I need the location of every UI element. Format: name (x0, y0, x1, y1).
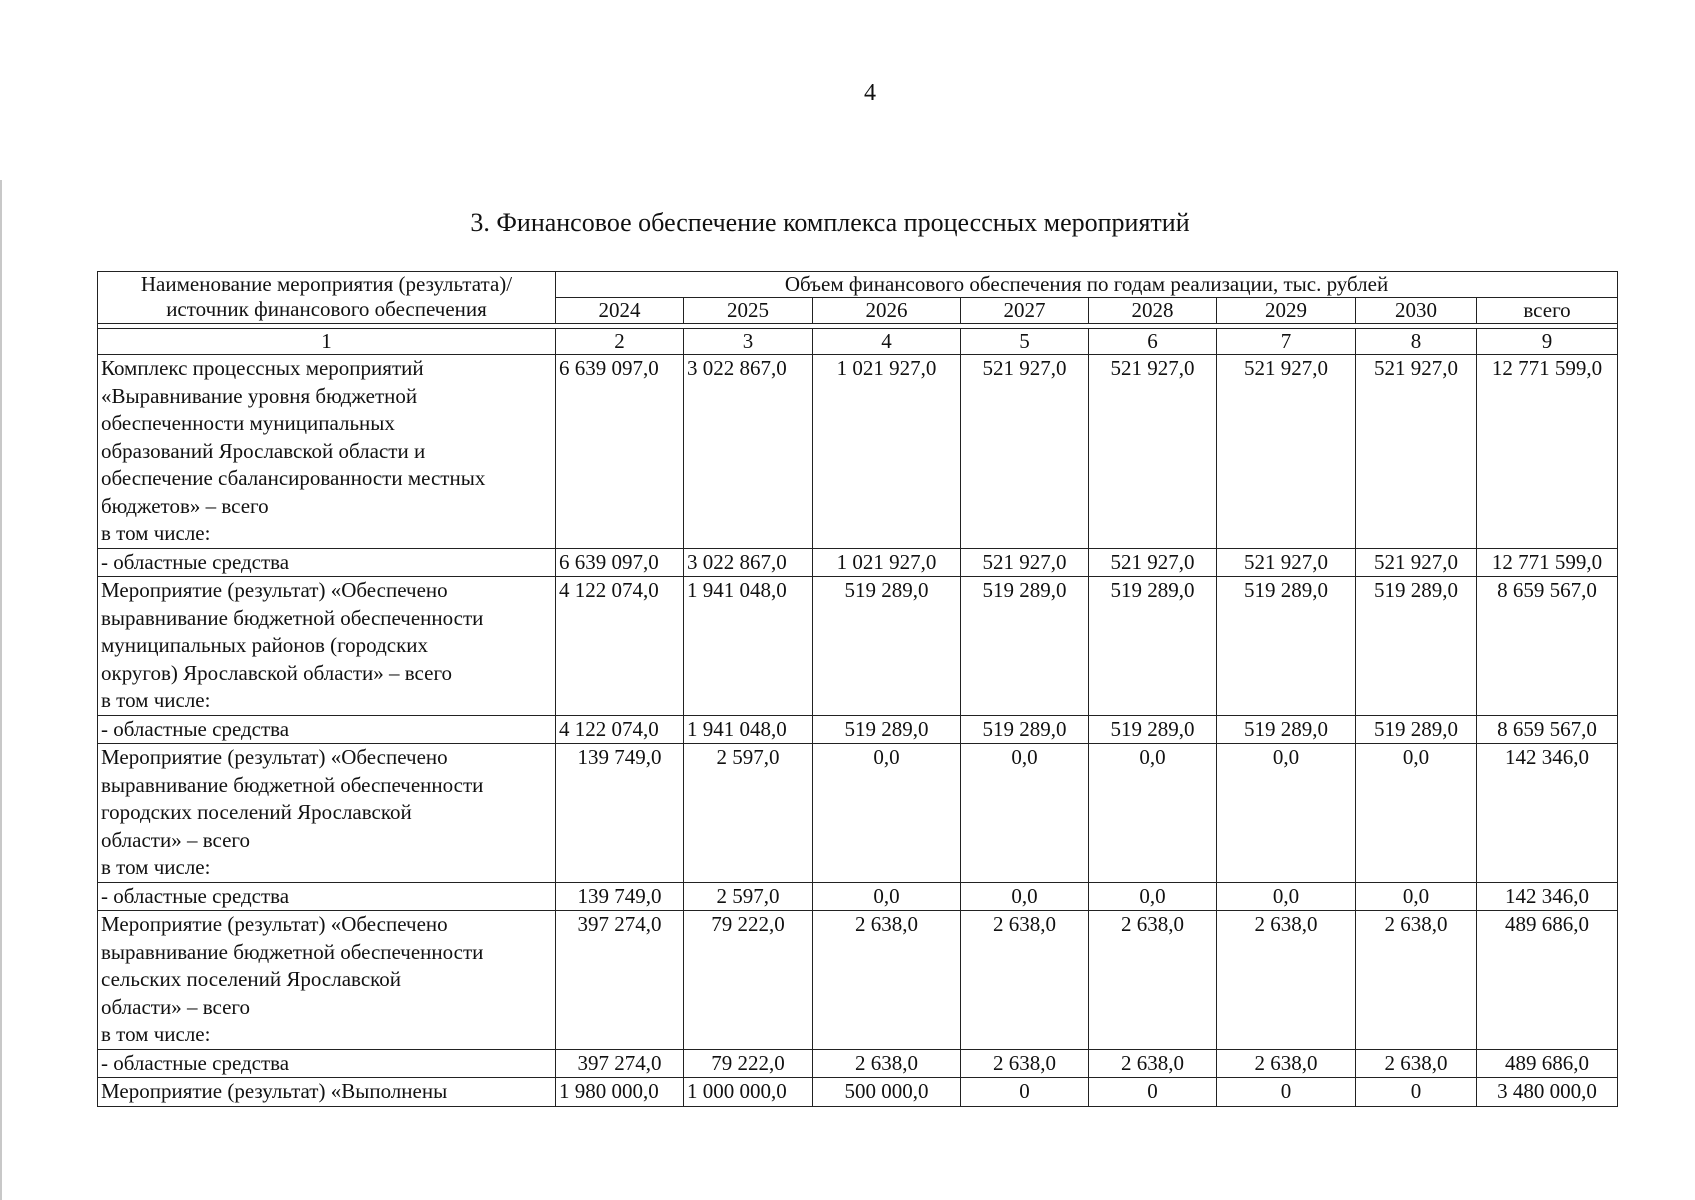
row-value-cell: 519 289,0 (1217, 577, 1356, 716)
row-value-cell: 519 289,0 (1089, 715, 1217, 744)
row-value-cell: 521 927,0 (1089, 548, 1217, 577)
row-value-cell: 0,0 (813, 744, 961, 883)
header-volume-cell: Объем финансового обеспечения по годам реализации, тыс. рублей (556, 272, 1618, 298)
row-value-cell: 0 (1356, 1078, 1477, 1107)
row-name-line: сельских поселений Ярославской (101, 967, 402, 991)
column-number: 6 (1089, 329, 1217, 355)
row-value-cell: 0 (1089, 1078, 1217, 1107)
row-value-cell: 521 927,0 (1089, 355, 1217, 549)
row-name-line: в том числе: (101, 521, 211, 545)
row-value-cell: 0 (961, 1078, 1089, 1107)
row-value-cell: 521 927,0 (1217, 355, 1356, 549)
row-value-cell: 3 022 867,0 (684, 548, 813, 577)
row-value-cell: 3 022 867,0 (684, 355, 813, 549)
row-value-cell: 2 638,0 (1356, 911, 1477, 1050)
row-total-cell: 142 346,0 (1477, 882, 1618, 911)
scan-edge (0, 180, 2, 1200)
row-total-cell: 8 659 567,0 (1477, 577, 1618, 716)
row-total-cell: 142 346,0 (1477, 744, 1618, 883)
row-name-line: в том числе: (101, 1022, 211, 1046)
row-name-line: «Выравнивание уровня бюджетной (101, 383, 418, 408)
row-value-cell: 139 749,0 (556, 744, 684, 883)
column-number: 2 (556, 329, 684, 355)
row-value-cell: 4 122 074,0 (556, 577, 684, 716)
row-value-cell: 0,0 (1356, 882, 1477, 911)
row-name-line: выравнивание бюджетной обеспеченности (101, 605, 484, 630)
row-value-cell: 521 927,0 (1356, 355, 1477, 549)
row-value-cell: 2 638,0 (1089, 911, 1217, 1050)
row-value-cell: 521 927,0 (961, 355, 1089, 549)
row-value-cell: 79 222,0 (684, 911, 813, 1050)
row-value-cell: 2 638,0 (1217, 911, 1356, 1050)
row-value-cell: 2 638,0 (961, 911, 1089, 1050)
row-name-cell (98, 577, 556, 716)
column-number: 5 (961, 329, 1089, 355)
row-name-line: городских поселений Ярославской (101, 800, 412, 824)
row-value-cell: 139 749,0 (556, 882, 684, 911)
row-name-cell (98, 1049, 556, 1078)
header-year: 2028 (1089, 298, 1217, 324)
header-name-line: источник финансового обеспечения (166, 297, 487, 321)
row-value-cell: 519 289,0 (1356, 715, 1477, 744)
row-value-cell: 1 021 927,0 (813, 548, 961, 577)
row-total-cell: 12 771 599,0 (1477, 355, 1618, 549)
table-row (98, 882, 1618, 911)
row-value-cell: 2 638,0 (813, 1049, 961, 1078)
table-row (98, 1078, 1618, 1107)
row-value-cell: 2 638,0 (1356, 1049, 1477, 1078)
row-name-line: - областные средства (101, 883, 290, 908)
row-name-line: муниципальных районов (городских (101, 633, 429, 657)
column-number: 9 (1477, 329, 1618, 355)
row-value-cell: 519 289,0 (1089, 577, 1217, 716)
row-total-cell: 3 480 000,0 (1477, 1078, 1618, 1107)
header-year: 2027 (961, 298, 1089, 324)
row-name-line: - областные средства (101, 1050, 290, 1075)
row-value-cell: 519 289,0 (961, 715, 1089, 744)
header-year: 2024 (556, 298, 684, 324)
row-value-cell: 2 638,0 (1217, 1049, 1356, 1078)
row-value-cell: 519 289,0 (961, 577, 1089, 716)
row-value-cell: 519 289,0 (1356, 577, 1477, 716)
row-value-cell: 0,0 (961, 882, 1089, 911)
row-value-cell: 0,0 (961, 744, 1089, 883)
row-name-line: Мероприятие (результат) «Обеспечено (101, 578, 448, 602)
row-value-cell: 1 941 048,0 (684, 715, 813, 744)
row-value-cell: 6 639 097,0 (556, 548, 684, 577)
row-value-cell: 0,0 (1217, 882, 1356, 911)
row-name-line: - областные средства (101, 549, 290, 574)
row-value-cell: 519 289,0 (813, 715, 961, 744)
header-year: 2030 (1356, 298, 1477, 324)
row-value-cell: 519 289,0 (1217, 715, 1356, 744)
header-name-line: Наименование мероприятия (результата)/ (140, 272, 513, 296)
row-value-cell: 2 638,0 (961, 1049, 1089, 1078)
row-value-cell: 0,0 (1089, 882, 1217, 911)
row-value-cell: 521 927,0 (1217, 548, 1356, 577)
financing-table (97, 271, 1618, 1107)
row-value-cell: 500 000,0 (813, 1078, 961, 1107)
header-year: 2029 (1217, 298, 1356, 324)
row-name-line: выравнивание бюджетной обеспеченности (101, 939, 484, 964)
column-number: 4 (813, 329, 961, 355)
header-year: 2025 (684, 298, 813, 324)
row-name-line: - областные средства (101, 716, 290, 741)
row-name-line: области» – всего (101, 994, 250, 1019)
table-row (98, 548, 1618, 577)
row-value-cell: 0 (1217, 1078, 1356, 1107)
row-value-cell: 79 222,0 (684, 1049, 813, 1078)
table-row (98, 715, 1618, 744)
header-row-1 (98, 272, 1618, 298)
row-value-cell: 2 597,0 (684, 882, 813, 911)
row-name-cell (98, 715, 556, 744)
section-title: 3. Финансовое обеспечение комплекса процессных мероприятий (470, 208, 1190, 237)
header-name-cell (98, 272, 556, 324)
row-name-cell (98, 744, 556, 883)
row-name-cell (98, 882, 556, 911)
table-row (98, 911, 1618, 1050)
row-name-line: выравнивание бюджетной обеспеченности (101, 772, 484, 797)
row-name-cell (98, 911, 556, 1050)
row-name-cell (98, 548, 556, 577)
row-value-cell: 2 638,0 (813, 911, 961, 1050)
row-value-cell: 0,0 (1356, 744, 1477, 883)
table-body (98, 272, 1618, 1107)
column-number: 8 (1356, 329, 1477, 355)
row-value-cell: 519 289,0 (813, 577, 961, 716)
row-value-cell: 4 122 074,0 (556, 715, 684, 744)
row-total-cell: 489 686,0 (1477, 911, 1618, 1050)
table-row (98, 744, 1618, 883)
table-row (98, 1049, 1618, 1078)
row-name-line: Мероприятие (результат) «Выполнены (101, 1079, 448, 1103)
row-total-cell: 8 659 567,0 (1477, 715, 1618, 744)
column-number: 1 (98, 329, 556, 355)
row-value-cell: 0,0 (1217, 744, 1356, 883)
row-name-line: Комплекс процессных мероприятий (101, 356, 424, 380)
column-number: 7 (1217, 329, 1356, 355)
header-year: 2026 (813, 298, 961, 324)
row-value-cell: 2 638,0 (1089, 1049, 1217, 1078)
row-value-cell: 0,0 (813, 882, 961, 911)
row-name-line: области» – всего (101, 827, 250, 852)
row-name-line: бюджетов» – всего (101, 493, 269, 518)
row-value-cell: 0,0 (1089, 744, 1217, 883)
row-total-cell: 489 686,0 (1477, 1049, 1618, 1078)
row-name-line: обеспечение сбалансированности местных (101, 466, 486, 490)
row-name-line: округов) Ярославской области» – всего (101, 660, 453, 685)
row-name-line: в том числе: (101, 688, 211, 712)
row-value-cell: 1 000 000,0 (684, 1078, 813, 1107)
row-name-line: Мероприятие (результат) «Обеспечено (101, 912, 448, 936)
page-number: 4 (864, 80, 876, 106)
row-name-cell (98, 1078, 556, 1107)
row-value-cell: 1 980 000,0 (556, 1078, 684, 1107)
table-row (98, 577, 1618, 716)
row-name-line: образований Ярославской области и (101, 438, 426, 463)
row-name-line: обеспеченности муниципальных (101, 411, 395, 435)
row-name-cell (98, 355, 556, 549)
row-value-cell: 6 639 097,0 (556, 355, 684, 549)
row-value-cell: 521 927,0 (1356, 548, 1477, 577)
row-name-line: Мероприятие (результат) «Обеспечено (101, 745, 448, 769)
column-number: 3 (684, 329, 813, 355)
row-value-cell: 2 597,0 (684, 744, 813, 883)
row-value-cell: 521 927,0 (961, 548, 1089, 577)
row-value-cell: 397 274,0 (556, 1049, 684, 1078)
row-total-cell: 12 771 599,0 (1477, 548, 1618, 577)
row-value-cell: 397 274,0 (556, 911, 684, 1050)
header-total: всего (1477, 298, 1618, 324)
row-value-cell: 1 941 048,0 (684, 577, 813, 716)
column-number-row (98, 329, 1618, 355)
row-value-cell: 1 021 927,0 (813, 355, 961, 549)
row-name-line: в том числе: (101, 855, 211, 879)
table-row (98, 355, 1618, 549)
